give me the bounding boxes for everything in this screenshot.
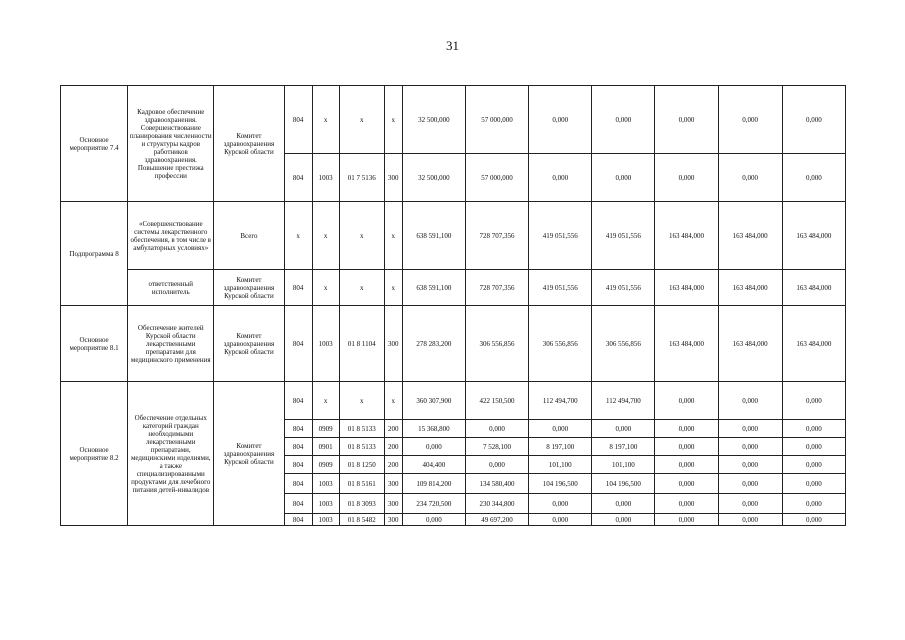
- value-cell: 0,000: [718, 86, 782, 154]
- value-cell: 0,000: [782, 474, 845, 494]
- value-cell: 0,000: [529, 494, 592, 514]
- value-cell: 163 484,000: [782, 306, 845, 382]
- value-cell: 0,000: [718, 494, 782, 514]
- value-cell: 419 051,556: [592, 270, 655, 306]
- value-cell: 0,000: [529, 154, 592, 202]
- value-cell: 134 580,400: [465, 474, 528, 494]
- value-cell: 101,100: [592, 456, 655, 474]
- rz-cell: 1003: [312, 494, 339, 514]
- value-cell: 8 197,100: [529, 438, 592, 456]
- csr-cell: x: [339, 202, 384, 270]
- rz-cell: 1003: [312, 474, 339, 494]
- name-cell: ответственный исполнитель: [128, 270, 214, 306]
- value-cell: 109 814,200: [402, 474, 465, 494]
- table-row: [61, 270, 846, 306]
- value-cell: 422 150,500: [465, 382, 528, 420]
- grbs-cell: 804: [284, 306, 312, 382]
- value-cell: 49 697,200: [465, 514, 528, 526]
- csr-cell: x: [339, 270, 384, 306]
- value-cell: 163 484,000: [655, 202, 718, 270]
- rz-cell: 0909: [312, 420, 339, 438]
- vr-cell: 200: [384, 438, 402, 456]
- value-cell: 419 051,556: [529, 270, 592, 306]
- grbs-cell: x: [284, 202, 312, 270]
- value-cell: 0,000: [718, 514, 782, 526]
- value-cell: 163 484,000: [655, 270, 718, 306]
- value-cell: 0,000: [592, 86, 655, 154]
- status-cell: Основное мероприятие 8.2: [61, 382, 128, 526]
- value-cell: 0,000: [655, 154, 718, 202]
- csr-cell: 01 8 1250: [339, 456, 384, 474]
- value-cell: 0,000: [592, 514, 655, 526]
- vr-cell: x: [384, 86, 402, 154]
- value-cell: 0,000: [782, 438, 845, 456]
- value-cell: 360 307,900: [402, 382, 465, 420]
- value-cell: 0,000: [402, 514, 465, 526]
- value-cell: 104 196,500: [529, 474, 592, 494]
- value-cell: 112 494,700: [592, 382, 655, 420]
- value-cell: 32 500,000: [402, 154, 465, 202]
- value-cell: 15 368,800: [402, 420, 465, 438]
- vr-cell: 200: [384, 456, 402, 474]
- csr-cell: x: [339, 86, 384, 154]
- grbs-cell: 804: [284, 438, 312, 456]
- status-cell: Основное мероприятие 8.1: [61, 306, 128, 382]
- value-cell: 163 484,000: [718, 306, 782, 382]
- value-cell: 278 283,200: [402, 306, 465, 382]
- value-cell: 728 707,356: [465, 202, 528, 270]
- grbs-cell: 804: [284, 382, 312, 420]
- value-cell: 306 556,856: [465, 306, 528, 382]
- value-cell: 0,000: [655, 382, 718, 420]
- value-cell: 0,000: [718, 154, 782, 202]
- value-cell: 0,000: [592, 154, 655, 202]
- rz-cell: x: [312, 382, 339, 420]
- value-cell: 638 591,100: [402, 270, 465, 306]
- executor-cell: Комитет здравоохранения Курской области: [214, 86, 284, 202]
- vr-cell: x: [384, 270, 402, 306]
- grbs-cell: 804: [284, 494, 312, 514]
- executor-cell: Комитет здравоохранения Курской области: [214, 270, 284, 306]
- name-cell: Обеспечение жителей Курской области лекарственными препаратами для медицинского применения: [128, 306, 214, 382]
- rz-cell: 1003: [312, 154, 339, 202]
- value-cell: 0,000: [465, 456, 528, 474]
- rz-cell: 0909: [312, 456, 339, 474]
- value-cell: 0,000: [718, 456, 782, 474]
- value-cell: 306 556,856: [529, 306, 592, 382]
- status-cell: Основное мероприятие 7.4: [61, 86, 128, 202]
- value-cell: 101,100: [529, 456, 592, 474]
- value-cell: 0,000: [402, 438, 465, 456]
- value-cell: 0,000: [655, 438, 718, 456]
- value-cell: 0,000: [782, 456, 845, 474]
- grbs-cell: 804: [284, 270, 312, 306]
- value-cell: 0,000: [465, 420, 528, 438]
- value-cell: 32 500,000: [402, 86, 465, 154]
- value-cell: 419 051,556: [592, 202, 655, 270]
- vr-cell: 300: [384, 306, 402, 382]
- grbs-cell: 804: [284, 514, 312, 526]
- value-cell: 0,000: [782, 382, 845, 420]
- value-cell: 0,000: [782, 420, 845, 438]
- grbs-cell: 804: [284, 456, 312, 474]
- value-cell: 104 196,500: [592, 474, 655, 494]
- value-cell: 0,000: [655, 456, 718, 474]
- grbs-cell: 804: [284, 420, 312, 438]
- value-cell: 0,000: [655, 514, 718, 526]
- vr-cell: 300: [384, 494, 402, 514]
- csr-cell: 01 8 5133: [339, 420, 384, 438]
- name-cell: Обеспечение отдельных категорий граждан необходимыми лекарственными препаратами, медицинскими изделиями, а также специализированными продуктами для лечебного питания детей-инвалидов: [128, 382, 214, 526]
- csr-cell: 01 8 5133: [339, 438, 384, 456]
- value-cell: 0,000: [782, 154, 845, 202]
- rz-cell: 0901: [312, 438, 339, 456]
- value-cell: 163 484,000: [718, 202, 782, 270]
- table-row: [61, 306, 846, 382]
- value-cell: 638 591,100: [402, 202, 465, 270]
- value-cell: 0,000: [718, 438, 782, 456]
- value-cell: 230 344,800: [465, 494, 528, 514]
- executor-cell: Комитет здравоохранения Курской области: [214, 382, 284, 526]
- name-cell: «Совершенствование системы лекарственного обеспечения, в том числе в амбулаторных условиях»: [128, 202, 214, 270]
- value-cell: 0,000: [529, 86, 592, 154]
- value-cell: 0,000: [655, 474, 718, 494]
- value-cell: 163 484,000: [718, 270, 782, 306]
- vr-cell: 300: [384, 154, 402, 202]
- grbs-cell: 804: [284, 474, 312, 494]
- grbs-cell: 804: [284, 154, 312, 202]
- value-cell: 0,000: [782, 494, 845, 514]
- value-cell: 8 197,100: [592, 438, 655, 456]
- executor-cell: Комитет здравоохранения Курской области: [214, 306, 284, 382]
- rz-cell: x: [312, 86, 339, 154]
- csr-cell: x: [339, 382, 384, 420]
- value-cell: 0,000: [655, 86, 718, 154]
- value-cell: 404,400: [402, 456, 465, 474]
- table-row: [61, 86, 846, 154]
- csr-cell: 01 8 5161: [339, 474, 384, 494]
- value-cell: 0,000: [718, 382, 782, 420]
- executor-cell: Всего: [214, 202, 284, 270]
- value-cell: 306 556,856: [592, 306, 655, 382]
- rz-cell: x: [312, 270, 339, 306]
- table-row: [61, 202, 846, 270]
- value-cell: 0,000: [529, 514, 592, 526]
- value-cell: 163 484,000: [655, 306, 718, 382]
- value-cell: 234 720,500: [402, 494, 465, 514]
- value-cell: 728 707,356: [465, 270, 528, 306]
- rz-cell: x: [312, 202, 339, 270]
- budget-table: [60, 85, 846, 526]
- status-cell: Подпрограмма 8: [61, 202, 128, 306]
- value-cell: 0,000: [592, 420, 655, 438]
- vr-cell: 200: [384, 420, 402, 438]
- rz-cell: 1003: [312, 514, 339, 526]
- value-cell: 0,000: [529, 420, 592, 438]
- vr-cell: 300: [384, 514, 402, 526]
- grbs-cell: 804: [284, 86, 312, 154]
- value-cell: 0,000: [655, 494, 718, 514]
- csr-cell: 01 8 1104: [339, 306, 384, 382]
- vr-cell: x: [384, 382, 402, 420]
- value-cell: 163 484,000: [782, 270, 845, 306]
- value-cell: 57 000,000: [465, 86, 528, 154]
- vr-cell: x: [384, 202, 402, 270]
- page-number: 31: [446, 38, 459, 53]
- value-cell: 0,000: [782, 86, 845, 154]
- value-cell: 0,000: [655, 420, 718, 438]
- table-row: [61, 382, 846, 420]
- csr-cell: 01 8 3093: [339, 494, 384, 514]
- value-cell: 0,000: [718, 474, 782, 494]
- value-cell: 0,000: [782, 514, 845, 526]
- value-cell: 112 494,700: [529, 382, 592, 420]
- csr-cell: 01 7 5136: [339, 154, 384, 202]
- value-cell: 163 484,000: [782, 202, 845, 270]
- rz-cell: 1003: [312, 306, 339, 382]
- value-cell: 57 000,000: [465, 154, 528, 202]
- value-cell: 0,000: [718, 420, 782, 438]
- csr-cell: 01 8 5482: [339, 514, 384, 526]
- value-cell: 7 528,100: [465, 438, 528, 456]
- name-cell: Кадровое обеспечение здравоохранения. Совершенствование планирования численности и структуры кадров работников здравоохранения. Повышение престижа профессии: [128, 86, 214, 202]
- value-cell: 419 051,556: [529, 202, 592, 270]
- value-cell: 0,000: [592, 494, 655, 514]
- vr-cell: 300: [384, 474, 402, 494]
